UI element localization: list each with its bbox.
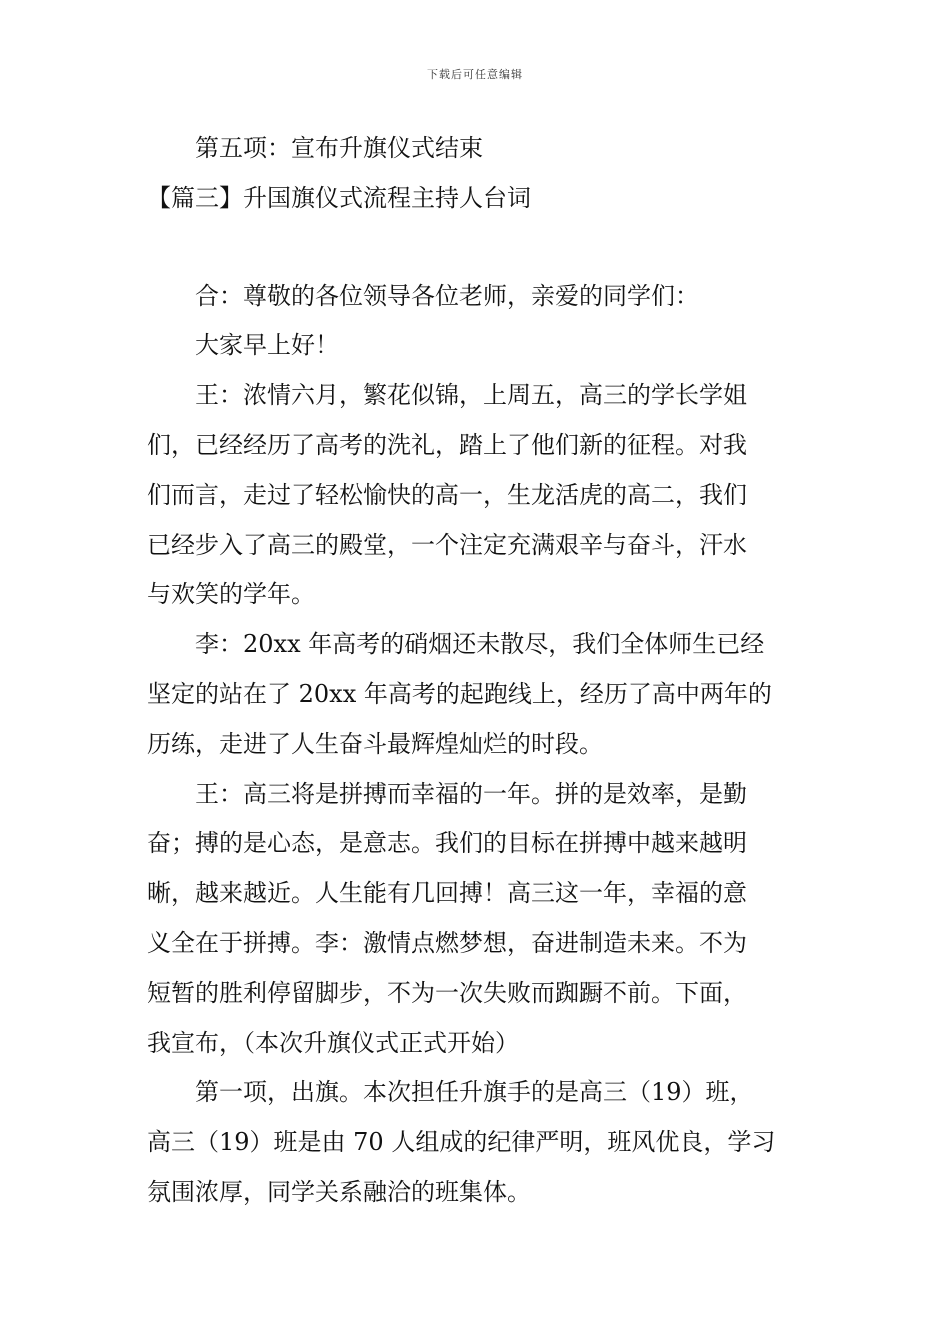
paragraph-list <box>147 272 807 1218</box>
paragraph <box>147 620 807 769</box>
paragraph-line: 李：20xx 年高考的硝烟还未散尽，我们全体师生已经 <box>195 630 765 659</box>
paragraph <box>147 1068 807 1217</box>
paragraph-line: 历练，走进了人生奋斗最辉煌灿烂的时段。 <box>147 729 603 758</box>
paragraph-line: 义全在于拼搏。李：激情点燃梦想，奋进制造未来。不为 <box>147 928 747 957</box>
page-header-note: 下载后可任意编辑 <box>427 68 523 81</box>
paragraph-line: 们而言，走过了轻松愉快的高一，生龙活虎的高二，我们 <box>147 480 747 509</box>
step-five-line: 第五项：宣布升旗仪式结束 <box>195 134 483 162</box>
paragraph-line: 我宣布，（本次升旗仪式正式开始） <box>147 1028 519 1057</box>
paragraph-line: 第一项，出旗。本次担任升旗手的是高三（19）班， <box>195 1078 754 1107</box>
paragraph-line: 王：浓情六月，繁花似锦，上周五，高三的学长学姐 <box>195 381 747 410</box>
paragraph-line: 王：高三将是拼搏而幸福的一年。拼的是效率，是勤 <box>195 779 747 808</box>
paragraph-line: 高三（19）班是由 70 人组成的纪律严明，班风优良，学习 <box>147 1128 776 1157</box>
paragraph <box>147 272 807 322</box>
paragraph-line: 奋；搏的是心态，是意志。我们的目标在拼搏中越来越明 <box>147 829 747 858</box>
section-title: 【篇三】升国旗仪式流程主持人台词 <box>147 183 531 212</box>
paragraph-line: 合：尊敬的各位领导各位老师，亲爱的同学们： <box>195 281 699 310</box>
paragraph <box>147 371 807 620</box>
blank-gap <box>147 224 807 272</box>
paragraph-line: 与欢笑的学年。 <box>147 580 315 609</box>
paragraph-line: 已经步入了高三的殿堂，一个注定充满艰辛与奋斗，汗水 <box>147 530 747 559</box>
paragraph-line: 大家早上好！ <box>195 331 339 360</box>
paragraph-line: 氛围浓厚，同学关系融洽的班集体。 <box>147 1177 531 1206</box>
paragraph-line: 们，已经经历了高考的洗礼，踏上了他们新的征程。对我 <box>147 430 747 459</box>
paragraph-line: 短暂的胜利停留脚步，不为一次失败而踟蹰不前。下面， <box>147 978 747 1007</box>
paragraph-line: 坚定的站在了 20xx 年高考的起跑线上，经历了高中两年的 <box>147 679 772 708</box>
document-body <box>147 124 807 1218</box>
paragraph <box>147 770 807 1069</box>
paragraph <box>147 321 807 371</box>
paragraph-line: 晰，越来越近。人生能有几回搏！高三这一年，幸福的意 <box>147 879 747 908</box>
